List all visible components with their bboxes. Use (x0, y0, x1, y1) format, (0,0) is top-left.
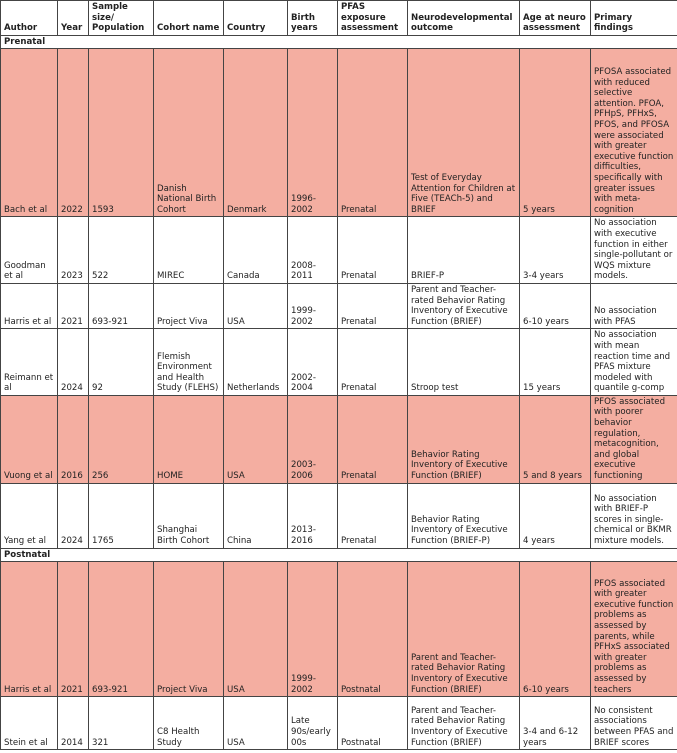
cell-birth-years: 1996-2002 (288, 49, 338, 217)
cell-year: 2021 (58, 562, 89, 697)
header-birth-years: Birth years (288, 1, 338, 36)
cell-pfas-exposure: Prenatal (338, 49, 408, 217)
cell-age-assessment: 4 years (520, 483, 591, 548)
table-row (1, 395, 677, 483)
header-cohort-name: Cohort name (154, 1, 224, 36)
cell-pfas-exposure: Prenatal (338, 395, 408, 483)
cell-age-assessment: 6-10 years (520, 283, 591, 328)
header-primary-findings: Primary findings (591, 1, 677, 36)
header-country: Country (224, 1, 288, 36)
cell-birth-years: 1999-2002 (288, 283, 338, 328)
cell-neuro-outcome: Behavior Rating Inventory of Executive Function (BRIEF) (408, 395, 520, 483)
cell-cohort-name: Danish National Birth Cohort (154, 49, 224, 217)
cell-author: Goodman et al (1, 217, 58, 284)
table-row (1, 217, 677, 284)
cell-birth-years: 2002-2004 (288, 329, 338, 396)
cell-neuro-outcome: BRIEF-P (408, 217, 520, 284)
table-row (1, 697, 677, 750)
cell-sample-size: 693-921 (89, 562, 154, 697)
header-year: Year (58, 1, 89, 36)
cell-sample-size: 522 (89, 217, 154, 284)
cell-birth-years: 2003-2006 (288, 395, 338, 483)
cell-age-assessment: 5 years (520, 49, 591, 217)
cell-country: USA (224, 562, 288, 697)
cell-age-assessment: 6-10 years (520, 562, 591, 697)
header-neuro-outcome: Neurodevelopmental outcome (408, 1, 520, 36)
cell-cohort-name: Shanghai Birth Cohort (154, 483, 224, 548)
cell-year: 2024 (58, 329, 89, 396)
cell-birth-years: Late 90s/early 00s (288, 697, 338, 750)
cell-cohort-name: Project Viva (154, 283, 224, 328)
section-label: Postnatal (1, 548, 677, 562)
cell-author: Vuong et al (1, 395, 58, 483)
cell-birth-years: 1999-2002 (288, 562, 338, 697)
cell-primary-findings: No association with PFAS (591, 283, 677, 328)
cell-age-assessment: 3-4 and 6-12 years (520, 697, 591, 750)
header-age-assessment: Age at neuro assessment (520, 1, 591, 36)
table-row (1, 483, 677, 548)
cell-country: Canada (224, 217, 288, 284)
section-label: Prenatal (1, 35, 677, 49)
table-row (1, 49, 677, 217)
cell-pfas-exposure: Prenatal (338, 329, 408, 396)
cell-country: Denmark (224, 49, 288, 217)
cell-neuro-outcome: Stroop test (408, 329, 520, 396)
cell-neuro-outcome: Parent and Teacher-rated Behavior Rating Inventory of Executive Function (BRIEF) (408, 283, 520, 328)
cell-sample-size: 693-921 (89, 283, 154, 328)
cell-year: 2016 (58, 395, 89, 483)
cell-year: 2024 (58, 483, 89, 548)
cell-primary-findings: No association with BRIEF-P scores in single-chemical or BKMR mixture models. (591, 483, 677, 548)
section-row (1, 548, 677, 562)
cell-primary-findings: No association with mean reaction time and PFAS mixture modeled with quantile g-comp (591, 329, 677, 396)
cell-author: Reimann et al (1, 329, 58, 396)
cell-author: Bach et al (1, 49, 58, 217)
cell-birth-years: 2008-2011 (288, 217, 338, 284)
cell-country: China (224, 483, 288, 548)
cell-sample-size: 1593 (89, 49, 154, 217)
cell-primary-findings: No association with executive function in either single-pollutant or WQS mixture models. (591, 217, 677, 284)
cell-pfas-exposure: Postnatal (338, 562, 408, 697)
header-author: Author (1, 1, 58, 36)
cell-sample-size: 321 (89, 697, 154, 750)
cell-country: Netherlands (224, 329, 288, 396)
table-row (1, 562, 677, 697)
cell-sample-size: 256 (89, 395, 154, 483)
cell-cohort-name: Project Viva (154, 562, 224, 697)
cell-primary-findings: PFOSA associated with reduced selective attention. PFOA, PFHpS, PFHxS, PFOS, and PFOSA were associated with greater executive function difficulties, specifically with greater issues with meta-cognition (591, 49, 677, 217)
cell-cohort-name: MIREC (154, 217, 224, 284)
cell-primary-findings: PFOS associated with greater executive function problems as assessed by parents, while PFHxS associated with greater problems as assessed by teachers (591, 562, 677, 697)
cell-year: 2022 (58, 49, 89, 217)
cell-age-assessment: 15 years (520, 329, 591, 396)
cell-year: 2023 (58, 217, 89, 284)
cell-cohort-name: C8 Health Study (154, 697, 224, 750)
cell-neuro-outcome: Test of Everyday Attention for Children at Five (TEACh-5) and BRIEF (408, 49, 520, 217)
cell-age-assessment: 5 and 8 years (520, 395, 591, 483)
section-row (1, 35, 677, 49)
cell-author: Harris et al (1, 283, 58, 328)
cell-cohort-name: Flemish Environment and Health Study (FLEHS) (154, 329, 224, 396)
cell-cohort-name: HOME (154, 395, 224, 483)
cell-country: USA (224, 395, 288, 483)
cell-pfas-exposure: Postnatal (338, 697, 408, 750)
cell-age-assessment: 3-4 years (520, 217, 591, 284)
cell-country: USA (224, 697, 288, 750)
cell-sample-size: 1765 (89, 483, 154, 548)
cell-author: Stein et al (1, 697, 58, 750)
cell-primary-findings: No consistent associations between PFAS and BRIEF scores (591, 697, 677, 750)
cell-pfas-exposure: Prenatal (338, 217, 408, 284)
cell-author: Yang et al (1, 483, 58, 548)
cell-pfas-exposure: Prenatal (338, 483, 408, 548)
header-sample-size: Sample size/ Population (89, 1, 154, 36)
cell-pfas-exposure: Prenatal (338, 283, 408, 328)
cell-neuro-outcome: Parent and Teacher-rated Behavior Rating Inventory of Executive Function (BRIEF) (408, 697, 520, 750)
table-row (1, 329, 677, 396)
cell-neuro-outcome: Behavior Rating Inventory of Executive Function (BRIEF-P) (408, 483, 520, 548)
cell-author: Harris et al (1, 562, 58, 697)
cell-birth-years: 2013-2016 (288, 483, 338, 548)
cell-year: 2021 (58, 283, 89, 328)
header-pfas-exposure: PFAS exposure assessment (338, 1, 408, 36)
table-row (1, 283, 677, 328)
header-row (1, 1, 677, 36)
cell-neuro-outcome: Parent and Teacher-rated Behavior Rating Inventory of Executive Function (BRIEF) (408, 562, 520, 697)
cell-country: USA (224, 283, 288, 328)
cell-primary-findings: PFOS associated with poorer behavior regulation, metacognition, and global executive functioning (591, 395, 677, 483)
cell-year: 2014 (58, 697, 89, 750)
cell-sample-size: 92 (89, 329, 154, 396)
